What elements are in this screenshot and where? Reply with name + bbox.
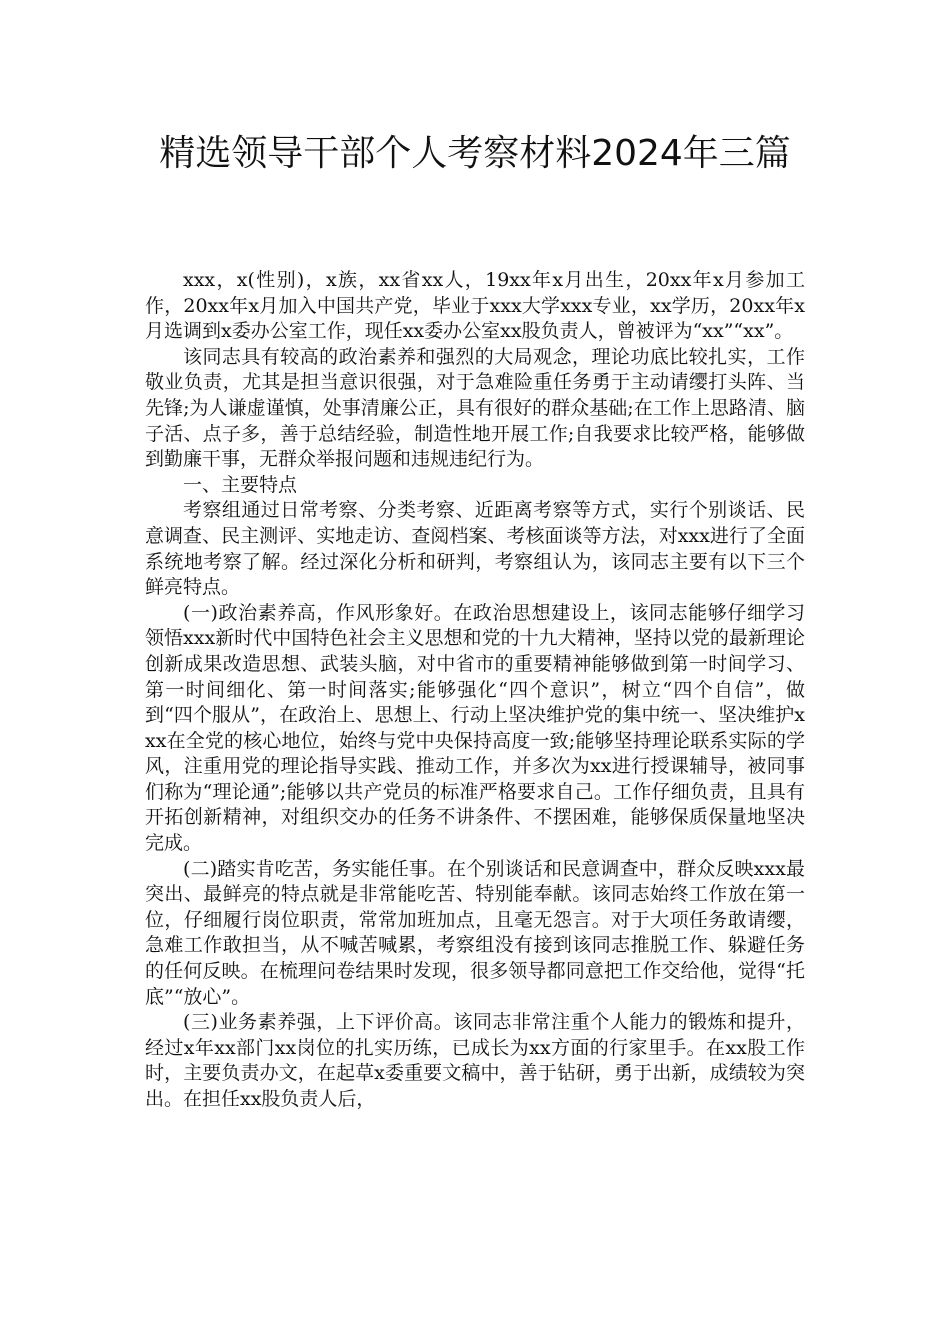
paragraph-methods: 考察组通过日常考察、分类考察、近距离考察等方式，实行个别谈话、民意调查、民主测评、实地走访、查阅档案、考核面谈等方法，对xxx进行了全面系统地考察了解。经过深化分析和研判，考察组认为，该同志主要有以下三个鲜亮特点。 bbox=[145, 499, 805, 599]
section-heading-main-features: 一、主要特点 bbox=[183, 473, 298, 496]
paragraph-feature-1: (一)政治素养高，作风形象好。在政治思想建设上，该同志能够仔细学习领悟xxx新时代中国特色社会主义思想和党的十九大精神，坚持以党的最新理论创新成果改造思想、武装头脑，对中省市的重要精神能够做到第一时间学习、第一时间细化、第一时间落实;能够强化“四个意识”，树立“四个自信”，做到“四个服从”，在政治上、思想上、行动上坚决维护党的集中统一、坚决维护xxx在全党的核心地位，始终与党中央保持高度一致;能够坚持理论联系实际的学风，注重用党的理论指导实践、推动工作，并多次为xx进行授课辅导，被同事们称为“理论通”;能够以共产党员的标准严格要求自己。工作仔细负责，且具有开拓创新精神，对组织交办的任务不讲条件、不摆困难，能够保质保量地坚决完成。 bbox=[145, 601, 805, 855]
document-title: 精选领导干部个人考察材料2024年三篇 bbox=[159, 133, 791, 174]
paragraph-feature-2: (二)踏实肯吃苦，务实能任事。在个别谈话和民意调查中，群众反映xxx最突出、最鲜亮的特点就是非常能吃苦、特别能奉献。该同志始终工作放在第一位，仔细履行岗位职责，常常加班加点，且毫无怨言。对于大项任务敢请缨，急难工作敢担当，从不喊苦喊累，考察组没有接到该同志推脱工作、躲避任务的任何反映。在梳理问卷结果时发现，很多领导都同意把工作交给他，觉得“托底”“放心”。 bbox=[145, 857, 805, 1008]
paragraph-feature-3: (三)业务素养强，上下评价高。该同志非常注重个人能力的锻炼和提升，经过x年xx部门xx岗位的扎实历练，已成长为xx方面的行家里手。在xx股工作时，主要负责办文，在起草x委重要文稿中，善于钻研，勇于出新，成绩较为突出。在担任xx股负责人后， bbox=[145, 1011, 805, 1110]
paragraph-overview: 该同志具有较高的政治素养和强烈的大局观念，理论功底比较扎实，工作敬业负责，尤其是担当意识很强，对于急难险重任务勇于主动请缨打头阵、当先锋;为人谦虚谨慎，处事清廉公正，具有很好的群众基础;在工作上思路清、脑子活、点子多，善于总结经验，制造性地开展工作;自我要求比较严格，能够做到勤廉干事，无群众举报问题和违规违纪行为。 bbox=[145, 345, 805, 471]
paragraph-intro: xxx，x(性别)，x族，xx省xx人，19xx年x月出生，20xx年x月参加工作，20xx年x月加入中国共产党，毕业于xxx大学xxx专业，xx学历，20xx年x月选调到x委办公室工作，现任xx委办公室xx股负责人，曾被评为“xx”“xx”。 bbox=[145, 269, 805, 343]
document-body bbox=[145, 268, 805, 1113]
